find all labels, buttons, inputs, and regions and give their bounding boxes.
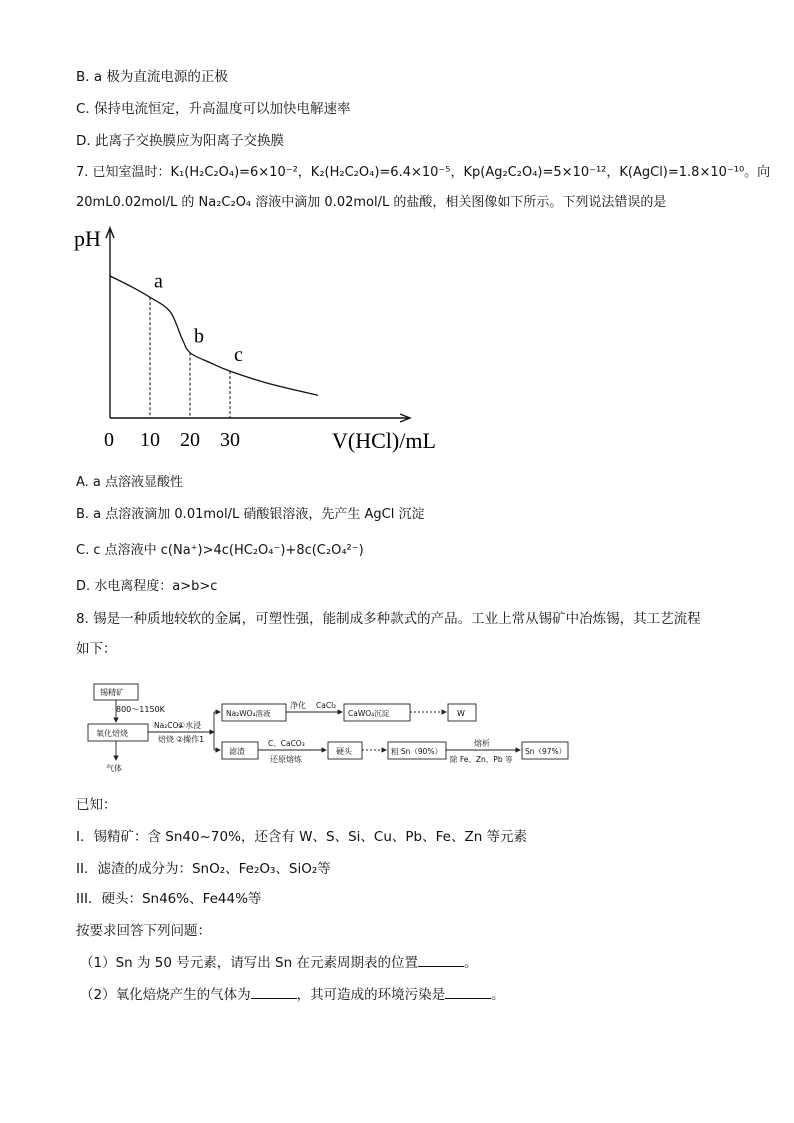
flow-na2co3: Na₂CO₃ [154, 721, 182, 730]
y-axis-label: pH [74, 226, 101, 251]
flow-step1: ①水浸 [178, 721, 202, 730]
ph-curve [110, 276, 318, 395]
flow-ore: 锡精矿 [100, 688, 124, 697]
flow-temp: 800～1150K [116, 705, 165, 714]
q6-option-b: B. a 极为直流电源的正极 [76, 69, 228, 85]
flow-remove: 除 Fe、Zn、Pb 等 [450, 755, 513, 764]
answer-blank-1[interactable] [418, 954, 464, 967]
flow-roast2: 焙烧 [158, 735, 174, 744]
titration-chart [70, 222, 450, 458]
q8-stem-line2: 如下： [76, 641, 117, 657]
flow-liquate: 熔析 [474, 739, 490, 748]
q7-option-b: B. a 点溶液滴加 0.01mol/L 硝酸银溶液，先产生 AgCl 沉淀 [76, 507, 425, 522]
point-label-c: c [234, 344, 243, 367]
flow-final: Sn（97%） [525, 747, 567, 756]
x-tick-label: 0 [104, 429, 114, 451]
x-tick-label: 30 [220, 429, 240, 451]
sub-question-1-end: 。 [463, 955, 478, 971]
q7-option-a: A. a 点溶液显酸性 [76, 475, 184, 490]
point-label-a: a [154, 270, 163, 293]
flow-crude: 粗 Sn（90%） [391, 747, 443, 756]
known-item-2: II．滤渣的成分为：SnO₂、Fe₂O₃、SiO₂等 [76, 861, 331, 877]
flow-gas: 气体 [106, 764, 122, 773]
sub-question-2-mid: ，其可造成的环境污染是 [296, 987, 446, 1003]
flow-residue: 滤渣 [229, 747, 245, 756]
flow-reagents: C、CaCO₃ [268, 739, 305, 748]
q7-stem-line1: 7. 已知室温时：K₁(H₂C₂O₄)=6×10⁻²，K₂(H₂C₂O₄)=6.4×10⁻⁵，Kp(Ag₂C₂O₄)=5×10⁻¹²，K(AgCl)=1.8×10⁻¹⁰。向 [76, 165, 771, 180]
flow-purify: 净化 [290, 701, 306, 710]
sub-question-2 [80, 986, 505, 1004]
chart-axes [74, 226, 436, 453]
sub-question-1-text: （1）Sn 为 50 号元素，请写出 Sn 在元素周期表的位置 [80, 955, 418, 971]
flow-roast: 氧化焙烧 [96, 729, 128, 738]
x-tick-label: 10 [140, 429, 160, 451]
flow-step2: ②操作1 [176, 735, 205, 744]
flow-cacl2: CaCl₂ [316, 701, 337, 710]
q6-option-d: D. 此离子交换膜应为阳离子交换膜 [76, 133, 284, 149]
answer-blank-2[interactable] [251, 986, 297, 999]
known-item-3: III．硬头：Sn46%、Fe44%等 [76, 891, 262, 907]
process-flow-diagram [80, 680, 580, 776]
q7-option-c: C. c 点溶液中 c(Na⁺)>4c(HC₂O₄⁻)+8c(C₂O₄²⁻) [76, 543, 364, 558]
answer-prompt: 按要求回答下列问题： [76, 923, 211, 939]
q8-stem-line1: 8. 锡是一种质地较软的金属，可塑性强，能制成多种款式的产品。工业上常从锡矿中冶炼锡，其工艺流程 [76, 611, 701, 627]
flow-cawo4: CaWO₄沉淀 [348, 709, 390, 718]
chart-droplines [150, 297, 230, 418]
sub-question-2-text: （2）氧化焙烧产生的气体为 [80, 987, 251, 1003]
flow-hardhead: 硬头 [336, 747, 352, 756]
sub-question-2-end: 。 [491, 987, 505, 1003]
answer-blank-3[interactable] [445, 986, 491, 999]
known-item-1: I．锡精矿：含 Sn40~70%，还含有 W、S、Si、Cu、Pb、Fe、Zn 等元素 [76, 829, 528, 845]
x-tick-label: 20 [180, 429, 200, 451]
flow-na2wo4: Na₂WO₄溶液 [226, 709, 271, 718]
x-axis-label: V(HCl)/mL [332, 428, 436, 453]
flow-reduce: 还原熔炼 [270, 755, 302, 764]
q7-stem-line2: 20mL0.02mol/L 的 Na₂C₂O₄ 溶液中滴加 0.02mol/L 的盐酸，相关图像如下所示。下列说法错误的是 [76, 195, 667, 210]
known-title: 已知： [76, 797, 117, 813]
point-label-b: b [194, 325, 204, 348]
sub-question-1 [80, 954, 477, 972]
flow-w: W [457, 709, 465, 718]
q7-option-d: D. 水电离程度：a>b>c [76, 579, 218, 594]
q6-option-c: C. 保持电流恒定，升高温度可以加快电解速率 [76, 101, 351, 117]
